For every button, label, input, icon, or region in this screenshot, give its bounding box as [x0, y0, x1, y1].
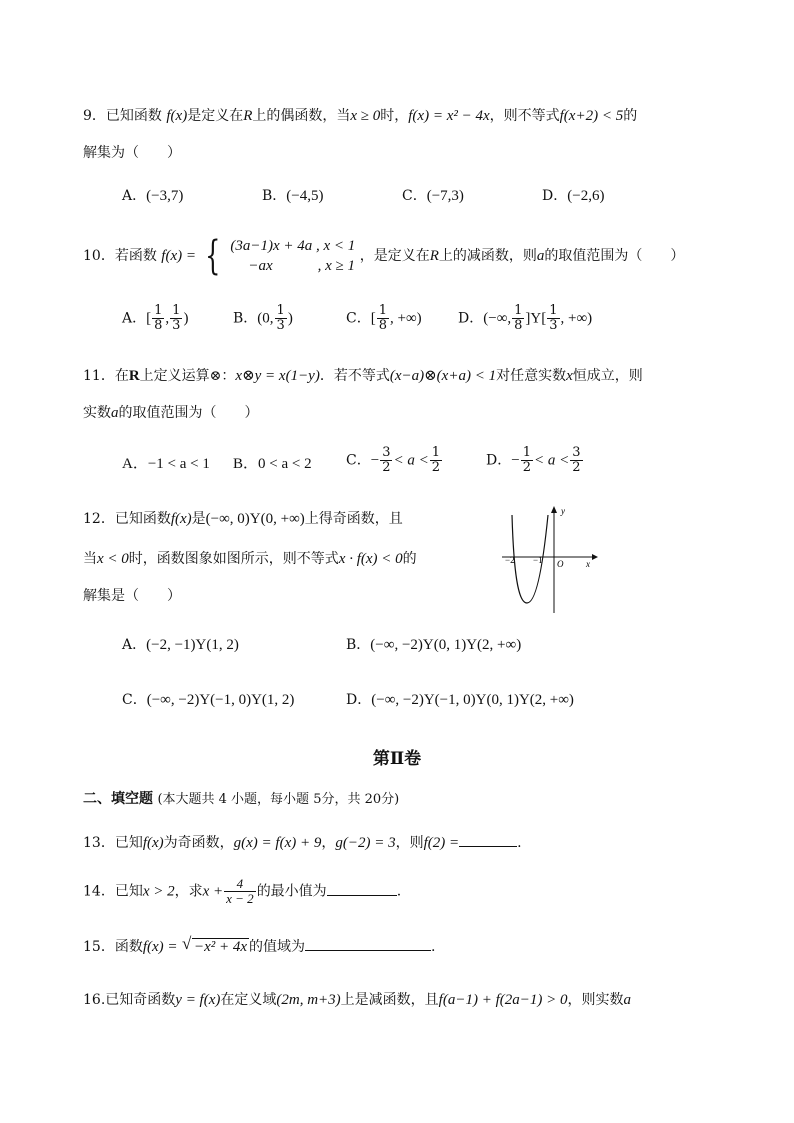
- q12-option-b[interactable]: B．(−∞, −2)Y(0, 1)Y(2, +∞): [346, 637, 522, 653]
- answer-blank[interactable]: [459, 832, 517, 847]
- y-axis-arrow-icon: [551, 506, 557, 513]
- q14-line: 14．已知x > 2，求x + $\frac{4}{x - 2}$ 的最小值为 .: [83, 876, 402, 906]
- q11-line1: 11．在R上定义运算⊗：x⊗y = x(1−y)．若不等式(x−a)⊗(x+a) < 1对任意实数x恒成立，则: [83, 368, 643, 384]
- q11-option-a[interactable]: A．−1 < a < 1: [122, 456, 210, 472]
- q12-line1: 12．已知函数f(x)是(−∞, 0)Y(0, +∞)上得奇函数，且: [83, 511, 403, 527]
- q11-line2: 实数a的取值范围为（ ）: [83, 405, 259, 421]
- tick-label-neg1: −1: [533, 555, 543, 565]
- x-label: x: [586, 559, 590, 569]
- part-title: 第Ⅱ卷: [372, 749, 422, 769]
- q9-line2: 解集为（ ）: [83, 145, 181, 161]
- q11-option-d[interactable]: D．− $\frac{1}{2}$ < a < $\frac{3}{2}$: [486, 445, 581, 475]
- q10-option-c[interactable]: C．[ $\frac{1}{8}$ , +∞): [346, 303, 422, 333]
- answer-blank[interactable]: [305, 936, 431, 951]
- q12-option-d[interactable]: D．(−∞, −2)Y(−1, 0)Y(0, 1)Y(2, +∞): [346, 692, 574, 708]
- q13-line: 13．已知f(x)为奇函数，g(x) = f(x) + 9，g(−2) = 3，则f(2) = .: [83, 832, 522, 853]
- q10-option-a[interactable]: A．[ $\frac{1}{8}$ , $\frac{1}{3}$ ): [122, 303, 189, 333]
- piecewise-cases: (3a−1)x + 4a , x < 1 −ax , x ≥ 1: [230, 238, 356, 274]
- function-graph: [500, 505, 600, 615]
- q9-option-c[interactable]: C．(−7,3): [402, 188, 464, 204]
- q10-option-d[interactable]: D．(−∞, $\frac{1}{8}$ ]Y[ $\frac{1}{3}$ , +∞): [458, 303, 593, 333]
- q11-option-b[interactable]: B．0 < a < 2: [233, 456, 312, 472]
- function-curve: [512, 515, 548, 603]
- q15-line: 15．函数f(x) = √ −x² + 4x 的值域为 .: [83, 934, 436, 955]
- q12-option-c[interactable]: C．(−∞, −2)Y(−1, 0)Y(1, 2): [122, 692, 295, 708]
- q12-line2: 当x < 0时，函数图象如图所示，则不等式x · f(x) < 0的: [83, 551, 417, 567]
- y-label: y: [561, 506, 565, 516]
- q9-option-b[interactable]: B．(−4,5): [262, 188, 324, 204]
- q12-option-a[interactable]: A．(−2, −1)Y(1, 2): [122, 637, 239, 653]
- left-brace-icon: {: [205, 233, 221, 279]
- q11-option-c[interactable]: C．− $\frac{3}{2}$ < a < $\frac{1}{2}$: [346, 445, 440, 475]
- answer-blank[interactable]: [327, 881, 397, 896]
- q10-option-b[interactable]: B．(0, $\frac{1}{3}$ ): [233, 303, 293, 333]
- x-axis-arrow-icon: [592, 554, 598, 560]
- tick-label-neg2: −2: [505, 555, 515, 565]
- q9-option-d[interactable]: D．(−2,6): [542, 188, 605, 204]
- q16-line: 16.已知奇函数y = f(x)在定义域(2m, m+3)上是减函数，且f(a−1) + f(2a−1) > 0，则实数a: [83, 992, 631, 1008]
- sqrt-expression: √ −x² + 4x: [181, 934, 248, 955]
- origin-label: O: [557, 559, 564, 569]
- q12-line3: 解集是（ ）: [83, 588, 181, 604]
- q10-line1: 10．若函数 f(x) = { (3a−1)x + 4a , x < 1 −ax , x ≥ 1 ，是定义在R上的减函数，则a的取值范围为（ ）: [83, 233, 685, 279]
- q9-option-a[interactable]: A．(−3,7): [122, 188, 184, 204]
- section-heading: 二、填空题 (本大题共 4 小题，每小题 5分，共 20分): [83, 791, 400, 807]
- q9-line1: 9．已知函数 f(x)是定义在R上的偶函数，当x ≥ 0时，f(x) = x² − 4x，则不等式f(x+2) < 5的: [83, 108, 638, 124]
